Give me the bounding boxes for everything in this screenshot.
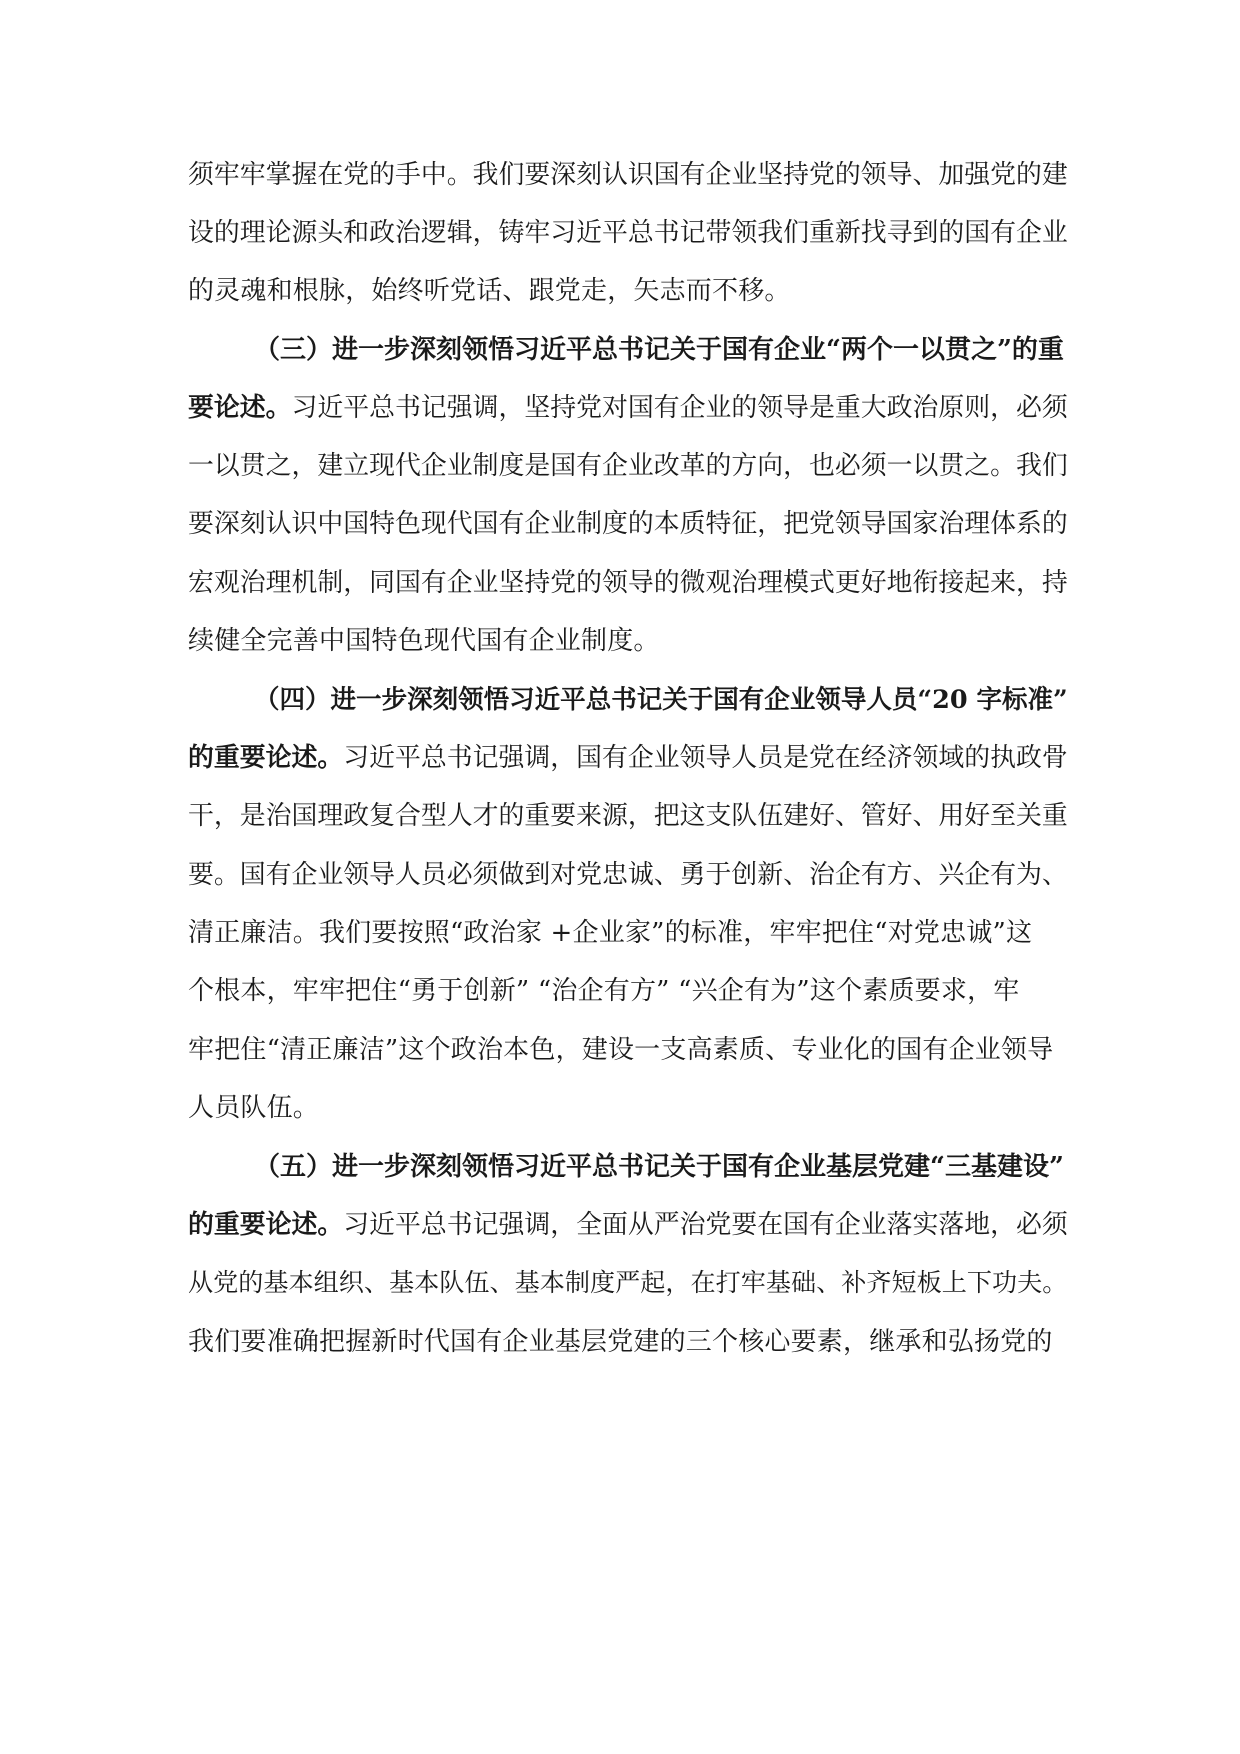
body-text-line: 的灵魂和根脉，始终听党话、跟党走，矢志而不移。 — [188, 276, 791, 306]
section-heading-5-end: 的重要论述。 — [188, 1210, 344, 1240]
section-heading-4: （四）进一步深刻领悟习近平总书记关于国有企业领导人员“20 字标准” — [254, 685, 1068, 715]
body-text-line: 一以贯之，建立现代企业制度是国有企业改革的方向，也必须一以贯之。我们 — [188, 451, 1068, 481]
body-text-line: 要。国有企业领导人员必须做到对党忠诚、勇于创新、治企有方、兴企有为、 — [188, 860, 1068, 890]
body-text-line: 续健全完善中国特色现代国有企业制度。 — [188, 626, 660, 656]
section-heading-3: （三）进一步深刻领悟习近平总书记关于国有企业“两个一以贯之”的重 — [254, 335, 1064, 365]
body-text-line: 宏观治理机制，同国有企业坚持党的领导的微观治理模式更好地衔接起来，持 — [188, 568, 1068, 598]
body-text-line: 须牢牢掌握在党的手中。我们要深刻认识国有企业坚持党的领导、加强党的建 — [188, 160, 1068, 190]
body-text-line: 干，是治国理政复合型人才的重要来源，把这支队伍建好、管好、用好至关重 — [188, 801, 1068, 831]
body-text-line: 设的理论源头和政治逻辑，铸牢习近平总书记带领我们重新找寻到的国有企业 — [188, 218, 1068, 248]
body-text-line: 我们要准确把握新时代国有企业基层党建的三个核心要素，继承和弘扬党的 — [188, 1327, 1053, 1357]
body-text-line: 清正廉洁。我们要按照“政治家 +企业家”的标准，牢牢把住“对党忠诚”这 — [188, 918, 1033, 948]
body-text-line: 的重要论述。习近平总书记强调，全面从严治党要在国有企业落实落地，必须 — [188, 1210, 1068, 1240]
body-text-line: 要论述。习近平总书记强调，坚持党对国有企业的领导是重大政治原则，必须 — [188, 393, 1068, 423]
body-text-line: 人员队伍。 — [188, 1093, 320, 1123]
section-heading-3-end: 要论述。 — [188, 393, 292, 423]
body-text-line: 从党的基本组织、基本队伍、基本制度严起，在打牢基础、补齐短板上下功夫。 — [188, 1268, 1068, 1297]
body-text-line: 个根本，牢牢把住“勇于创新” “治企有方” “兴企有为”这个素质要求，牢 — [188, 976, 1020, 1006]
body-text-line: 要深刻认识中国特色现代国有企业制度的本质特征，把党领导国家治理体系的 — [188, 509, 1068, 539]
section-heading-5: （五）进一步深刻领悟习近平总书记关于国有企业基层党建“三基建设” — [254, 1152, 1064, 1182]
body-text-line: 牢把住“清正廉洁”这个政治本色，建设一支高素质、专业化的国有企业领导 — [188, 1035, 1054, 1065]
body-text-line: 的重要论述。习近平总书记强调，国有企业领导人员是党在经济领域的执政骨 — [188, 743, 1068, 773]
section-heading-4-end: 的重要论述。 — [188, 743, 344, 773]
